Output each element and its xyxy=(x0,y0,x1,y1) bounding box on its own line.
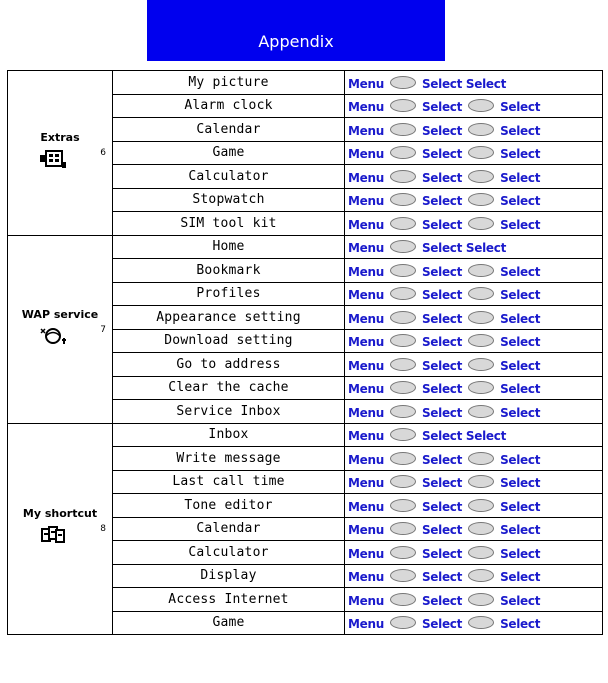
key-sequence xyxy=(345,212,603,236)
select-tail: Select xyxy=(500,123,541,138)
wap-service-icon xyxy=(38,325,68,351)
select-word: Select xyxy=(421,147,463,162)
key-sequence xyxy=(345,517,603,541)
select-tail: Select xyxy=(500,523,541,538)
select-tail: Select xyxy=(500,452,541,467)
menu-item-name: Bookmark xyxy=(113,259,345,283)
key-menu-6-icon xyxy=(390,193,416,206)
key-sequence xyxy=(345,71,603,95)
key-7-pqrs-icon xyxy=(468,381,494,394)
key-sequence xyxy=(345,447,603,471)
menu-item-name: Write message xyxy=(113,447,345,471)
key-8-tuv-icon xyxy=(468,405,494,418)
group-name: Extras xyxy=(40,131,80,145)
key-menu-6-icon xyxy=(390,217,416,230)
key-sequence xyxy=(345,188,603,212)
key-3-def-icon xyxy=(468,287,494,300)
select-tail: Select Select xyxy=(421,76,507,91)
menu-item-name: Profiles xyxy=(113,282,345,306)
select-tail: Select xyxy=(500,499,541,514)
key-9-wxyz-icon xyxy=(468,616,494,629)
menu-item-name: Access Internet xyxy=(113,588,345,612)
key-7-pqrs-icon xyxy=(468,569,494,582)
select-tail: Select xyxy=(500,358,541,373)
select-word: Select xyxy=(421,194,463,209)
key-sequence xyxy=(345,118,603,142)
key-3-def-icon xyxy=(468,475,494,488)
key-sequence xyxy=(345,400,603,424)
key-sequence xyxy=(345,141,603,165)
menu-word: Menu xyxy=(348,335,384,350)
key-sequence xyxy=(345,94,603,118)
select-tail: Select xyxy=(500,405,541,420)
key-sequence xyxy=(345,588,603,612)
select-word: Select xyxy=(421,476,463,491)
key-menu-6-icon xyxy=(390,76,416,89)
select-tail: Select xyxy=(500,311,541,326)
menu-item-name: Home xyxy=(113,235,345,259)
key-8-tuv-icon xyxy=(468,593,494,606)
menu-row xyxy=(8,235,603,259)
select-word: Select xyxy=(421,288,463,303)
menu-word: Menu xyxy=(348,523,384,538)
key-sequence xyxy=(345,259,603,283)
menu-item-name: My picture xyxy=(113,71,345,95)
menu-item-name: Go to address xyxy=(113,353,345,377)
select-word: Select xyxy=(421,570,463,585)
group-cell xyxy=(8,235,113,423)
menu-item-name: Calculator xyxy=(113,541,345,565)
key-5-jkl-icon xyxy=(468,170,494,183)
group-name: WAP service xyxy=(21,307,99,321)
menu-word: Menu xyxy=(348,76,384,91)
key-7-pqrs-icon xyxy=(390,264,416,277)
select-word: Select xyxy=(421,452,463,467)
select-tail: Select Select xyxy=(421,241,507,256)
select-word: Select xyxy=(421,382,463,397)
key-sequence xyxy=(345,541,603,565)
key-3-def-icon xyxy=(468,123,494,136)
key-2-abc-icon xyxy=(468,264,494,277)
key-sequence xyxy=(345,165,603,189)
select-tail: Select xyxy=(500,170,541,185)
menu-item-name: Calendar xyxy=(113,517,345,541)
select-word: Select xyxy=(421,405,463,420)
group-number: 8 xyxy=(100,524,106,535)
key-8-tuv-icon xyxy=(390,475,416,488)
key-menu-6-icon xyxy=(390,99,416,112)
key-7-pqrs-icon xyxy=(390,287,416,300)
select-word: Select xyxy=(421,358,463,373)
key-5-jkl-icon xyxy=(468,334,494,347)
select-tail: Select xyxy=(500,100,541,115)
my-shortcut-icon xyxy=(38,524,68,550)
key-menu-6-icon xyxy=(390,170,416,183)
key-7-pqrs-icon xyxy=(390,381,416,394)
menu-word: Menu xyxy=(348,546,384,561)
select-word: Select xyxy=(421,170,463,185)
key-4-ghi-icon xyxy=(468,499,494,512)
select-tail: Select xyxy=(500,593,541,608)
key-8-tuv-icon xyxy=(390,428,416,441)
menu-word: Menu xyxy=(348,100,384,115)
menu-word: Menu xyxy=(348,570,384,585)
select-word: Select xyxy=(421,100,463,115)
key-7-pqrs-icon xyxy=(390,358,416,371)
select-word: Select xyxy=(421,217,463,232)
select-tail: Select xyxy=(500,217,541,232)
extras-icon xyxy=(38,148,68,174)
key-8-tuv-icon xyxy=(390,499,416,512)
select-word: Select xyxy=(421,123,463,138)
key-8-tuv-icon xyxy=(390,569,416,582)
key-2-abc-icon xyxy=(468,99,494,112)
key-sequence xyxy=(345,494,603,518)
key-2-abc-icon xyxy=(468,452,494,465)
key-4-ghi-icon xyxy=(468,311,494,324)
select-tail: Select xyxy=(500,382,541,397)
menu-word: Menu xyxy=(348,499,384,514)
menu-item-name: Calculator xyxy=(113,165,345,189)
key-8-tuv-icon xyxy=(390,546,416,559)
select-word: Select xyxy=(421,593,463,608)
select-word: Select xyxy=(421,311,463,326)
select-word: Select xyxy=(421,523,463,538)
menu-item-name: Display xyxy=(113,564,345,588)
key-7-pqrs-icon xyxy=(390,405,416,418)
select-tail: Select xyxy=(500,147,541,162)
menu-word: Menu xyxy=(348,123,384,138)
menu-item-name: Tone editor xyxy=(113,494,345,518)
key-8-tuv-icon xyxy=(390,616,416,629)
menu-item-name: Appearance setting xyxy=(113,306,345,330)
key-8-tuv-icon xyxy=(390,452,416,465)
key-6-mno-icon xyxy=(468,193,494,206)
group-cell xyxy=(8,71,113,236)
select-tail: Select xyxy=(500,288,541,303)
menu-path-table xyxy=(7,70,603,635)
key-6-mno-icon xyxy=(468,358,494,371)
select-tail: Select xyxy=(500,194,541,209)
key-8-tuv-icon xyxy=(390,593,416,606)
key-4-ghi-icon xyxy=(468,146,494,159)
group-number: 7 xyxy=(100,324,106,335)
select-word: Select xyxy=(421,335,463,350)
key-sequence xyxy=(345,235,603,259)
menu-word: Menu xyxy=(348,311,384,326)
menu-item-name: SIM tool kit xyxy=(113,212,345,236)
key-8-tuv-icon xyxy=(390,522,416,535)
menu-item-name: Inbox xyxy=(113,423,345,447)
menu-item-name: Clear the cache xyxy=(113,376,345,400)
menu-item-name: Download setting xyxy=(113,329,345,353)
menu-row xyxy=(8,423,603,447)
menu-word: Menu xyxy=(348,264,384,279)
select-tail: Select xyxy=(500,570,541,585)
key-sequence xyxy=(345,353,603,377)
select-word: Select xyxy=(421,264,463,279)
menu-word: Menu xyxy=(348,194,384,209)
menu-word: Menu xyxy=(348,358,384,373)
key-sequence xyxy=(345,611,603,635)
menu-word: Menu xyxy=(348,170,384,185)
select-tail: Select Select xyxy=(421,429,507,444)
select-tail: Select xyxy=(500,617,541,632)
appendix-banner xyxy=(147,0,445,61)
menu-path-table-body xyxy=(8,71,603,635)
key-7-pqrs-icon xyxy=(390,240,416,253)
page-title: Appendix xyxy=(258,32,334,51)
group-number: 6 xyxy=(100,148,106,159)
select-tail: Select xyxy=(500,264,541,279)
select-tail: Select xyxy=(500,546,541,561)
key-sequence xyxy=(345,564,603,588)
key-7-pqrs-icon xyxy=(468,217,494,230)
key-sequence xyxy=(345,423,603,447)
group-name: My shortcut xyxy=(22,507,98,521)
select-tail: Select xyxy=(500,476,541,491)
key-sequence xyxy=(345,376,603,400)
menu-word: Menu xyxy=(348,217,384,232)
menu-item-name: Stopwatch xyxy=(113,188,345,212)
menu-item-name: Game xyxy=(113,611,345,635)
menu-word: Menu xyxy=(348,476,384,491)
select-word: Select xyxy=(421,546,463,561)
menu-word: Menu xyxy=(348,147,384,162)
menu-word: Menu xyxy=(348,405,384,420)
menu-word: Menu xyxy=(348,617,384,632)
menu-word: Menu xyxy=(348,382,384,397)
key-sequence xyxy=(345,306,603,330)
menu-word: Menu xyxy=(348,288,384,303)
menu-word: Menu xyxy=(348,593,384,608)
menu-item-name: Service Inbox xyxy=(113,400,345,424)
key-7-pqrs-icon xyxy=(390,311,416,324)
key-menu-6-icon xyxy=(390,146,416,159)
key-sequence xyxy=(345,282,603,306)
select-word: Select xyxy=(421,617,463,632)
menu-word: Menu xyxy=(348,429,384,444)
group-cell xyxy=(8,423,113,635)
menu-word: Menu xyxy=(348,452,384,467)
key-menu-6-icon xyxy=(390,123,416,136)
menu-item-name: Last call time xyxy=(113,470,345,494)
key-sequence xyxy=(345,470,603,494)
menu-item-name: Alarm clock xyxy=(113,94,345,118)
menu-row xyxy=(8,71,603,95)
key-sequence xyxy=(345,329,603,353)
key-7-pqrs-icon xyxy=(390,334,416,347)
select-tail: Select xyxy=(500,335,541,350)
select-word: Select xyxy=(421,499,463,514)
key-6-mno-icon xyxy=(468,546,494,559)
menu-word: Menu xyxy=(348,241,384,256)
key-5-jkl-icon xyxy=(468,522,494,535)
menu-item-name: Game xyxy=(113,141,345,165)
menu-item-name: Calendar xyxy=(113,118,345,142)
